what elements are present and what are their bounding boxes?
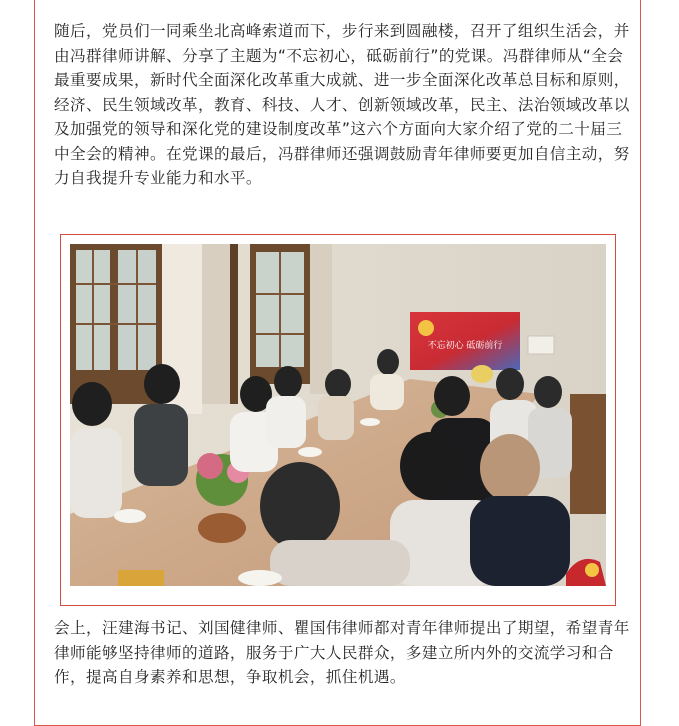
screen-title: 不忘初心 砥砺前行 xyxy=(427,341,503,351)
photo-frame xyxy=(60,234,616,606)
article-paragraph-2: 会上，汪建海书记、刘国健律师、瞿国伟律师都对青年律师提出了期望，希望青年律师能够坚持律师的道路，服务于广大人民群众，多建立所内外的交流学习和合作，提高自身素养和思想，争取机会，抓住机遇。 xyxy=(54,619,630,686)
meeting-photo xyxy=(70,244,606,586)
article-paragraph-1: 随后，党员们一同乘坐北高峰索道而下，步行来到圆融楼，召开了组织生活会，并由冯群律师讲解、分享了主题为“不忘初心，砥砺前行”的党课。冯群律师从“全会最重要成果，新时代全面深化改革重大成就、进一步全面深化改革总目标和原则，经济、民生领域改革，教育、科技、人才、创新领域改革，民主、法治领域改革以及加强党的领导和深化党的建设制度改革”这六个方面向大家介绍了党的二十届三中全会的精神。在党课的最后，冯群律师还强调鼓励青年律师要更加自信主动，努力自我提升专业能力和水平。 xyxy=(54,22,630,187)
